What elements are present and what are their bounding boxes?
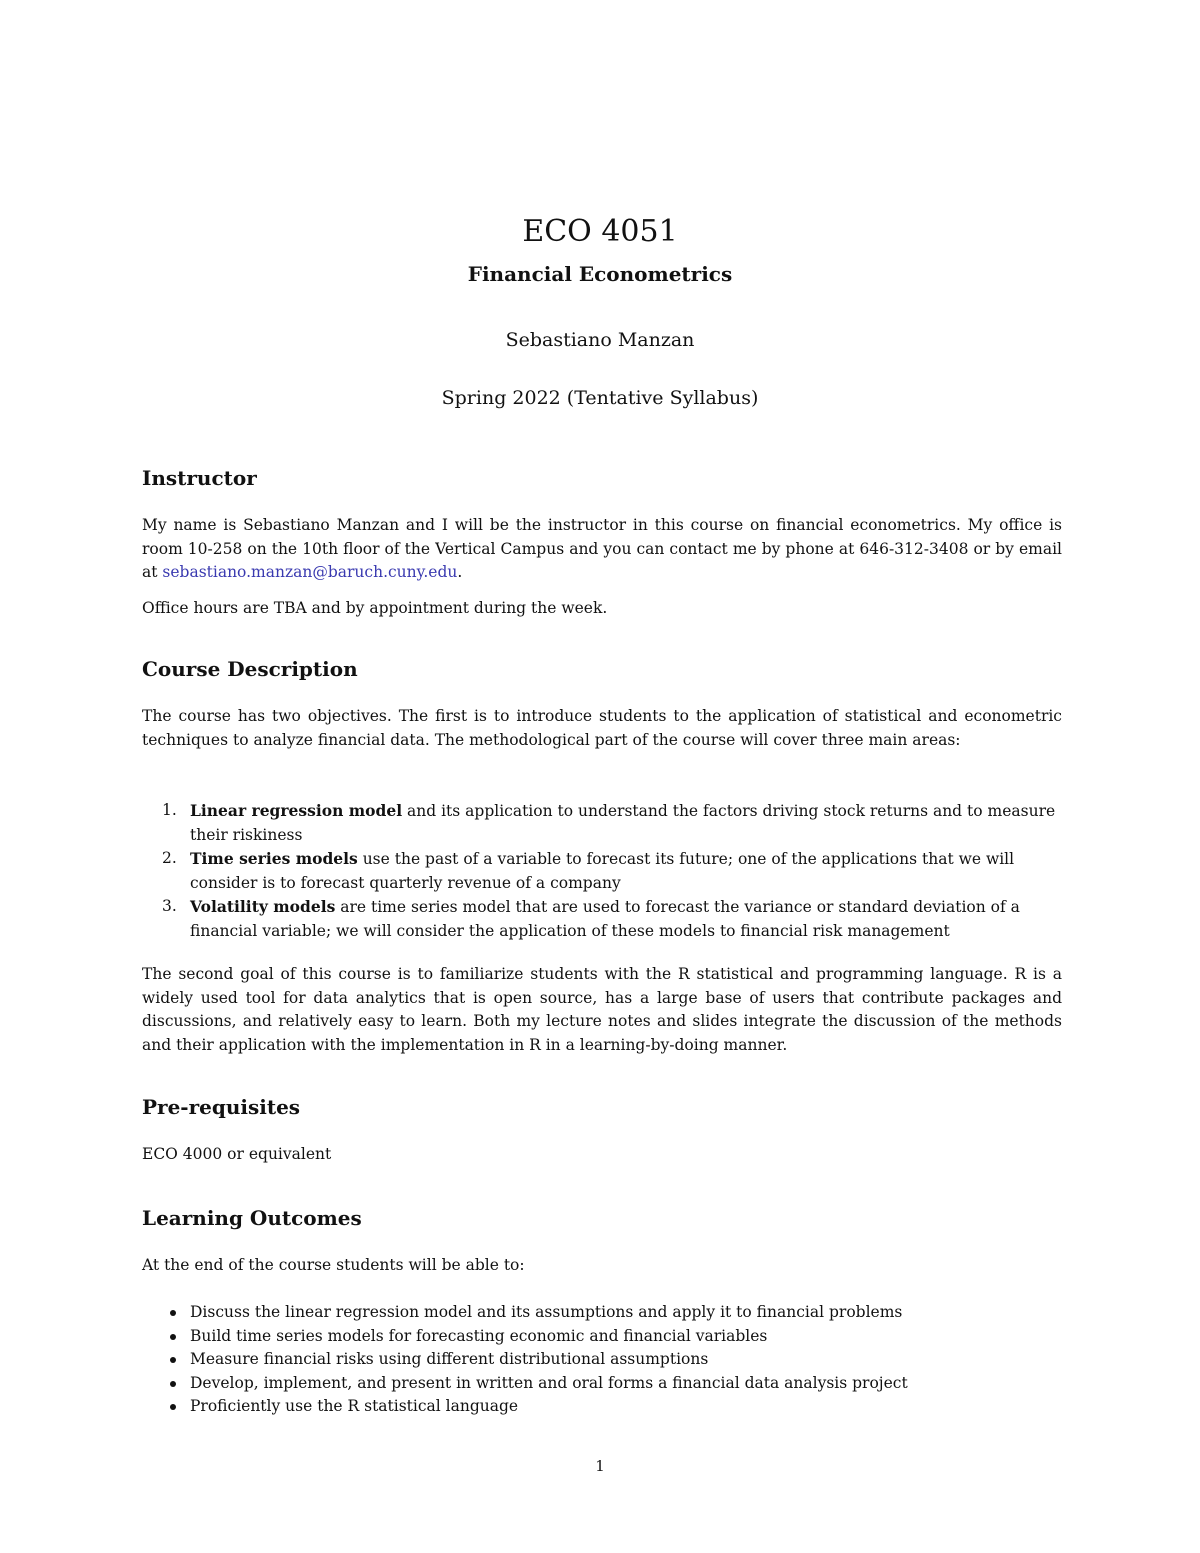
list-item	[142, 1395, 1062, 1419]
bullet-icon	[170, 1334, 176, 1340]
list-item	[142, 1348, 1062, 1372]
list-item	[142, 895, 1062, 943]
prerequisites-text: ECO 4000 or equivalent	[142, 1145, 332, 1163]
learning-outcomes-list	[142, 1301, 1062, 1419]
list-item-text: are time series model that are used to forecast the variance or standard deviation of a financial variable; we will consider the application of these models to financial risk management	[190, 898, 1020, 940]
methodology-list	[142, 799, 1062, 943]
list-item	[142, 1372, 1062, 1396]
list-item-bold: Time series models	[190, 849, 358, 868]
list-item-text: Build time series models for forecasting economic and financial variables	[190, 1326, 768, 1345]
bullet-icon	[170, 1404, 176, 1410]
term-line: Spring 2022 (Tentative Syllabus)	[441, 387, 759, 409]
office-hours-text: Office hours are TBA and by appointment during the week.	[142, 599, 608, 617]
author-name: Sebastiano Manzan	[505, 329, 695, 351]
list-item-bold: Volatility models	[190, 897, 336, 916]
prerequisites-heading: Pre-requisites	[142, 1095, 301, 1119]
list-item-text: Develop, implement, and present in written and oral forms a financial data analysis project	[190, 1373, 908, 1392]
list-item-text: Proficiently use the R statistical language	[190, 1397, 519, 1415]
learning-outcomes-intro: At the end of the course students will be able to:	[142, 1256, 525, 1274]
instructor-heading: Instructor	[142, 466, 257, 490]
list-item	[142, 847, 1062, 895]
list-item-number: 3.	[162, 897, 177, 915]
list-item-text: use the past of a variable to forecast its future; one of the applications that we will consider is to forecast quarterly revenue of a company	[190, 850, 1015, 892]
bullet-icon	[170, 1310, 176, 1316]
page-number: 1	[595, 1457, 605, 1475]
list-item	[142, 1301, 1062, 1325]
list-item-number: 1.	[162, 801, 177, 819]
course-description-intro: The course has two objectives. The first is to introduce students to the application of statistical and econometric techniques to analyze financial data. The methodological part of the course will cover three main areas:	[142, 707, 1062, 749]
course-code-title: ECO 4051	[522, 214, 678, 249]
bullet-icon	[170, 1381, 176, 1387]
instructor-text-end: .	[457, 563, 463, 581]
list-item	[142, 799, 1062, 847]
list-item-text: Measure financial risks using different distributional assumptions	[190, 1350, 709, 1368]
list-item-number: 2.	[162, 849, 177, 867]
instructor-text: My name is Sebastiano Manzan and I will be the instructor in this course on financial econometrics. My office is room 10-258 on the 10th floor of the Vertical Campus and you can contact me by phone at 646-312-3408 or by email at	[142, 516, 1062, 581]
list-item-text: and its application to understand the factors driving stock returns and to measure their riskiness	[190, 802, 1056, 844]
learning-outcomes-heading: Learning Outcomes	[142, 1206, 362, 1230]
instructor-paragraph	[142, 514, 1062, 585]
list-item-text: Discuss the linear regression model and its assumptions and apply it to financial problems	[190, 1303, 903, 1321]
course-description-heading: Course Description	[142, 657, 358, 681]
list-item-bold: Linear regression model	[190, 801, 403, 820]
second-goal-paragraph: The second goal of this course is to familiarize students with the R statistical and programming language. R is a widely used tool for data analytics that is open source, has a large base of users that contribute packages and discussions, and relatively easy to learn. Both my lecture notes and slides integrate the discussion of the methods and their application with the implementation in R in a learning-by-doing manner.	[142, 965, 1062, 1054]
bullet-icon	[170, 1357, 176, 1363]
course-name-subtitle: Financial Econometrics	[467, 262, 733, 286]
instructor-email-link[interactable]: sebastiano.manzan@baruch.cuny.edu	[162, 563, 458, 581]
list-item	[142, 1325, 1062, 1349]
